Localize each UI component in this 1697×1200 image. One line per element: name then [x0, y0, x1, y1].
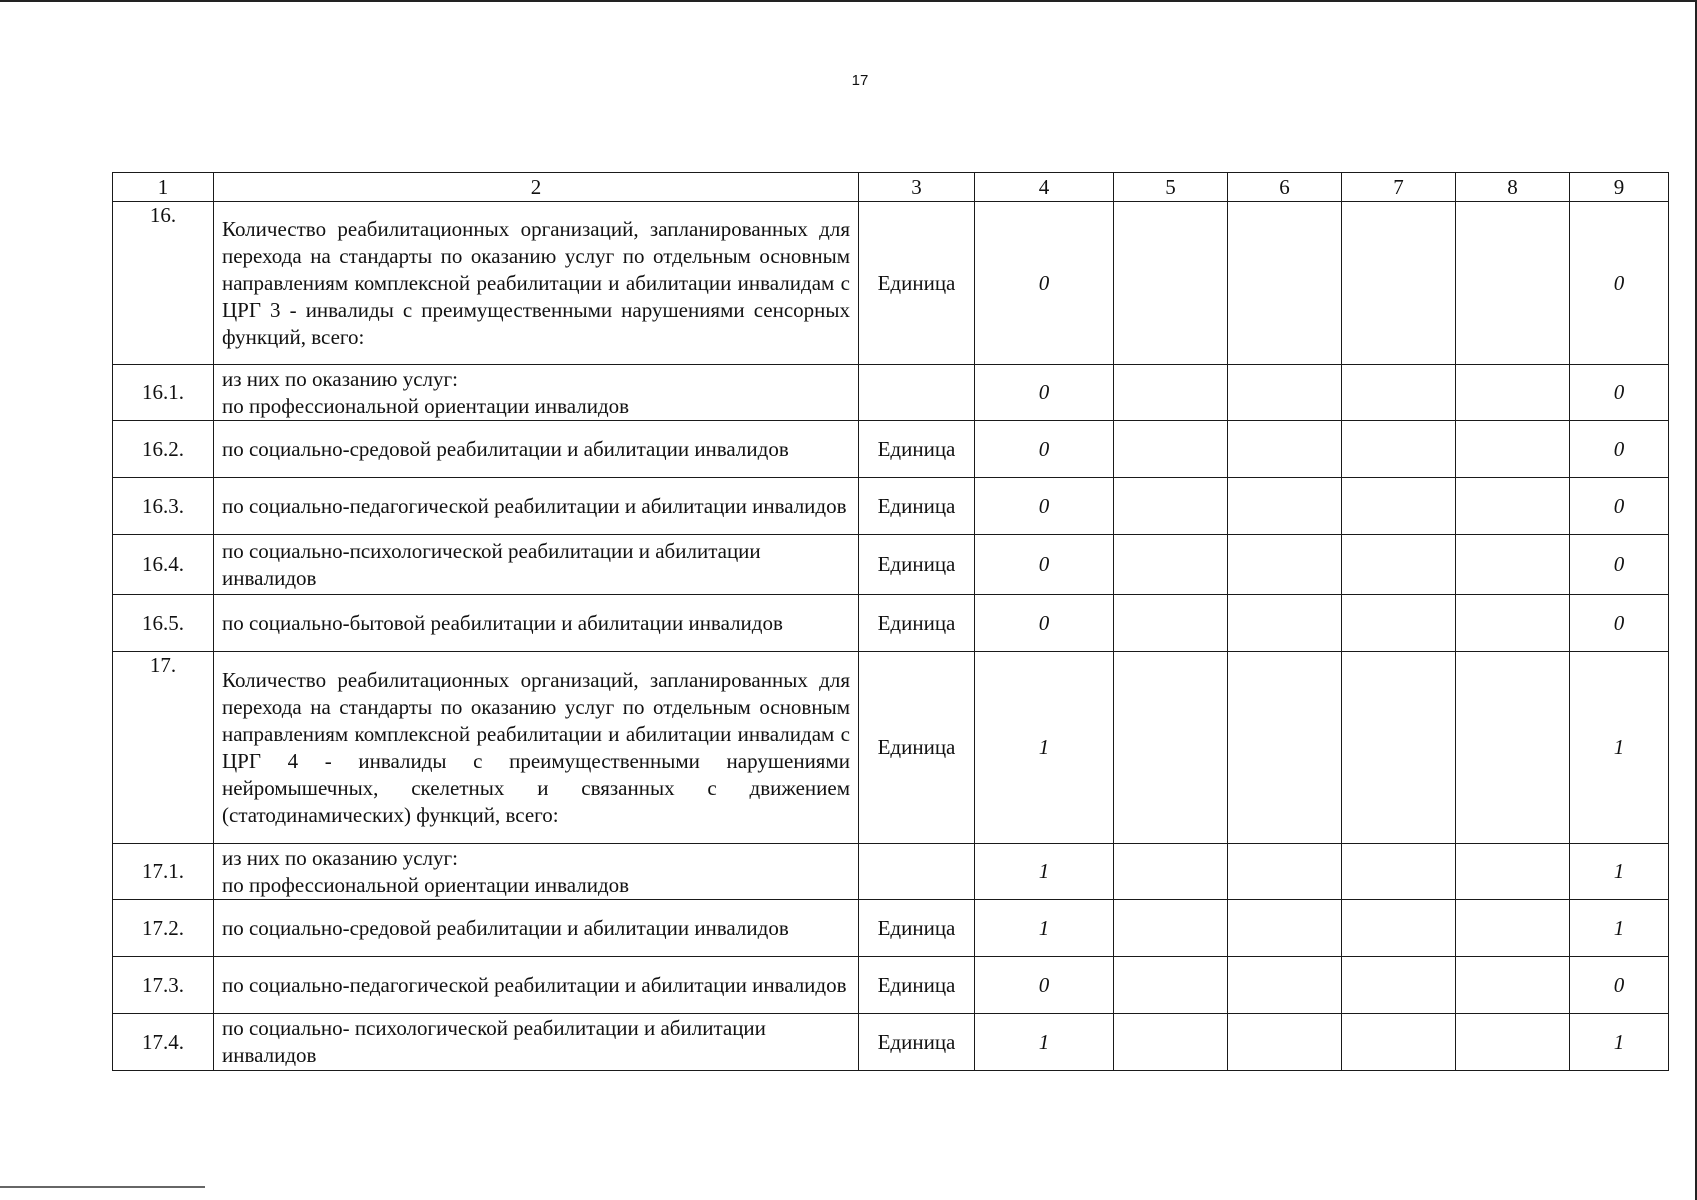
value-col-6	[1228, 365, 1342, 421]
header-cell: 2	[214, 173, 859, 202]
header-cell: 8	[1456, 173, 1570, 202]
value-col-5	[1114, 478, 1228, 535]
indicator-name-line: из них по оказанию услуг:	[222, 845, 458, 870]
unit-cell: Единица	[859, 478, 975, 535]
row-number: 16.4.	[113, 535, 214, 595]
indicator-name-line: по профессиональной ориентации инвалидов	[222, 872, 630, 897]
indicator-name: Количество реабилитационных организаций, запланированных для перехода на стандарты по оказанию услуг по отдельным основным направлениям комплексной реабилитации и абилитации инвалидам с ЦРГ 3 - инвалиды с преимущественными нарушениями сенсорных функций, всего:	[214, 202, 859, 365]
value-col-5	[1114, 900, 1228, 957]
value-col-8	[1456, 1014, 1570, 1071]
value-col-8	[1456, 421, 1570, 478]
value-col-8	[1456, 652, 1570, 844]
value-col-6	[1228, 1014, 1342, 1071]
value-col-6	[1228, 478, 1342, 535]
value-col-4: 0	[975, 478, 1114, 535]
value-col-5	[1114, 595, 1228, 652]
unit-cell: Единица	[859, 900, 975, 957]
value-col-9: 0	[1570, 595, 1669, 652]
unit-cell: Единица	[859, 202, 975, 365]
value-col-9: 0	[1570, 478, 1669, 535]
value-col-4: 0	[975, 535, 1114, 595]
scan-border-top	[0, 0, 1697, 2]
value-col-7	[1342, 957, 1456, 1014]
indicator-name-line: по профессиональной ориентации инвалидов	[222, 393, 630, 418]
value-col-5	[1114, 652, 1228, 844]
value-col-4: 0	[975, 365, 1114, 421]
indicator-name: по социально-средовой реабилитации и абилитации инвалидов	[214, 900, 859, 957]
value-col-5	[1114, 535, 1228, 595]
table-row	[113, 535, 1669, 595]
table-row	[113, 421, 1669, 478]
scan-edge-mark	[0, 1186, 205, 1188]
value-col-6	[1228, 844, 1342, 900]
header-cell: 3	[859, 173, 975, 202]
table-row	[113, 652, 1669, 844]
row-number: 16.1.	[113, 365, 214, 421]
value-col-9: 0	[1570, 202, 1669, 365]
value-col-8	[1456, 478, 1570, 535]
value-col-7	[1342, 202, 1456, 365]
unit-cell: Единица	[859, 421, 975, 478]
value-col-7	[1342, 844, 1456, 900]
row-number: 17.	[113, 652, 214, 844]
value-col-7	[1342, 478, 1456, 535]
value-col-9: 0	[1570, 535, 1669, 595]
header-cell: 6	[1228, 173, 1342, 202]
table-row	[113, 202, 1669, 365]
value-col-7	[1342, 595, 1456, 652]
unit-cell	[859, 844, 975, 900]
unit-cell: Единица	[859, 652, 975, 844]
value-col-9: 0	[1570, 957, 1669, 1014]
unit-cell: Единица	[859, 957, 975, 1014]
value-col-5	[1114, 957, 1228, 1014]
indicator-name: по социально-средовой реабилитации и абилитации инвалидов	[214, 421, 859, 478]
indicator-name: по социально-психологической реабилитации и абилитации инвалидов	[214, 535, 859, 595]
value-col-4: 1	[975, 652, 1114, 844]
indicator-name: по социально-педагогической реабилитации и абилитации инвалидов	[214, 957, 859, 1014]
table-header-row	[113, 173, 1669, 202]
value-col-5	[1114, 421, 1228, 478]
unit-cell: Единица	[859, 535, 975, 595]
value-col-4: 0	[975, 421, 1114, 478]
header-cell: 5	[1114, 173, 1228, 202]
indicator-name	[214, 844, 859, 900]
row-number: 16.	[113, 202, 214, 365]
value-col-4: 1	[975, 844, 1114, 900]
value-col-6	[1228, 957, 1342, 1014]
value-col-9: 1	[1570, 844, 1669, 900]
indicator-name: по социально-бытовой реабилитации и абилитации инвалидов	[214, 595, 859, 652]
row-number: 17.3.	[113, 957, 214, 1014]
value-col-6	[1228, 652, 1342, 844]
row-number: 16.2.	[113, 421, 214, 478]
value-col-8	[1456, 844, 1570, 900]
indicator-name-line: из них по оказанию услуг:	[222, 366, 458, 391]
indicator-name: по социально-педагогической реабилитации и абилитации инвалидов	[214, 478, 859, 535]
header-cell: 1	[113, 173, 214, 202]
table-row	[113, 900, 1669, 957]
value-col-7	[1342, 1014, 1456, 1071]
value-col-7	[1342, 900, 1456, 957]
value-col-4: 0	[975, 957, 1114, 1014]
row-number: 16.3.	[113, 478, 214, 535]
value-col-8	[1456, 900, 1570, 957]
page-number: 17	[851, 72, 869, 89]
header-cell: 9	[1570, 173, 1669, 202]
value-col-5	[1114, 1014, 1228, 1071]
table-row	[113, 365, 1669, 421]
unit-cell	[859, 365, 975, 421]
value-col-6	[1228, 421, 1342, 478]
value-col-6	[1228, 595, 1342, 652]
value-col-8	[1456, 535, 1570, 595]
row-number: 17.4.	[113, 1014, 214, 1071]
row-number: 17.1.	[113, 844, 214, 900]
row-number: 16.5.	[113, 595, 214, 652]
value-col-5	[1114, 365, 1228, 421]
table-row	[113, 1014, 1669, 1071]
value-col-4: 0	[975, 595, 1114, 652]
value-col-7	[1342, 421, 1456, 478]
value-col-9: 0	[1570, 421, 1669, 478]
value-col-5	[1114, 202, 1228, 365]
header-cell: 4	[975, 173, 1114, 202]
value-col-8	[1456, 365, 1570, 421]
value-col-6	[1228, 900, 1342, 957]
value-col-7	[1342, 535, 1456, 595]
unit-cell: Единица	[859, 1014, 975, 1071]
value-col-7	[1342, 652, 1456, 844]
value-col-4: 1	[975, 1014, 1114, 1071]
data-table	[112, 172, 1669, 1071]
value-col-7	[1342, 365, 1456, 421]
value-col-9: 1	[1570, 900, 1669, 957]
value-col-8	[1456, 202, 1570, 365]
value-col-9: 1	[1570, 652, 1669, 844]
table-row	[113, 595, 1669, 652]
indicator-name	[214, 365, 859, 421]
value-col-8	[1456, 957, 1570, 1014]
value-col-6	[1228, 535, 1342, 595]
table-row	[113, 844, 1669, 900]
value-col-8	[1456, 595, 1570, 652]
indicator-name: по социально- психологической реабилитации и абилитации инвалидов	[214, 1014, 859, 1071]
header-cell: 7	[1342, 173, 1456, 202]
value-col-4: 0	[975, 202, 1114, 365]
value-col-5	[1114, 844, 1228, 900]
unit-cell: Единица	[859, 595, 975, 652]
value-col-9: 1	[1570, 1014, 1669, 1071]
table-row	[113, 957, 1669, 1014]
value-col-6	[1228, 202, 1342, 365]
indicator-name: Количество реабилитационных организаций, запланированных для перехода на стандарты по оказанию услуг по отдельным основным направлениям комплексной реабилитации и абилитации инвалидам с ЦРГ 4 - инвалиды с преимущественными нарушениями нейромышечных, скелетных и связанных с движением (статодинамических) функций, всего:	[214, 652, 859, 844]
row-number: 17.2.	[113, 900, 214, 957]
value-col-9: 0	[1570, 365, 1669, 421]
table-row	[113, 478, 1669, 535]
value-col-4: 1	[975, 900, 1114, 957]
